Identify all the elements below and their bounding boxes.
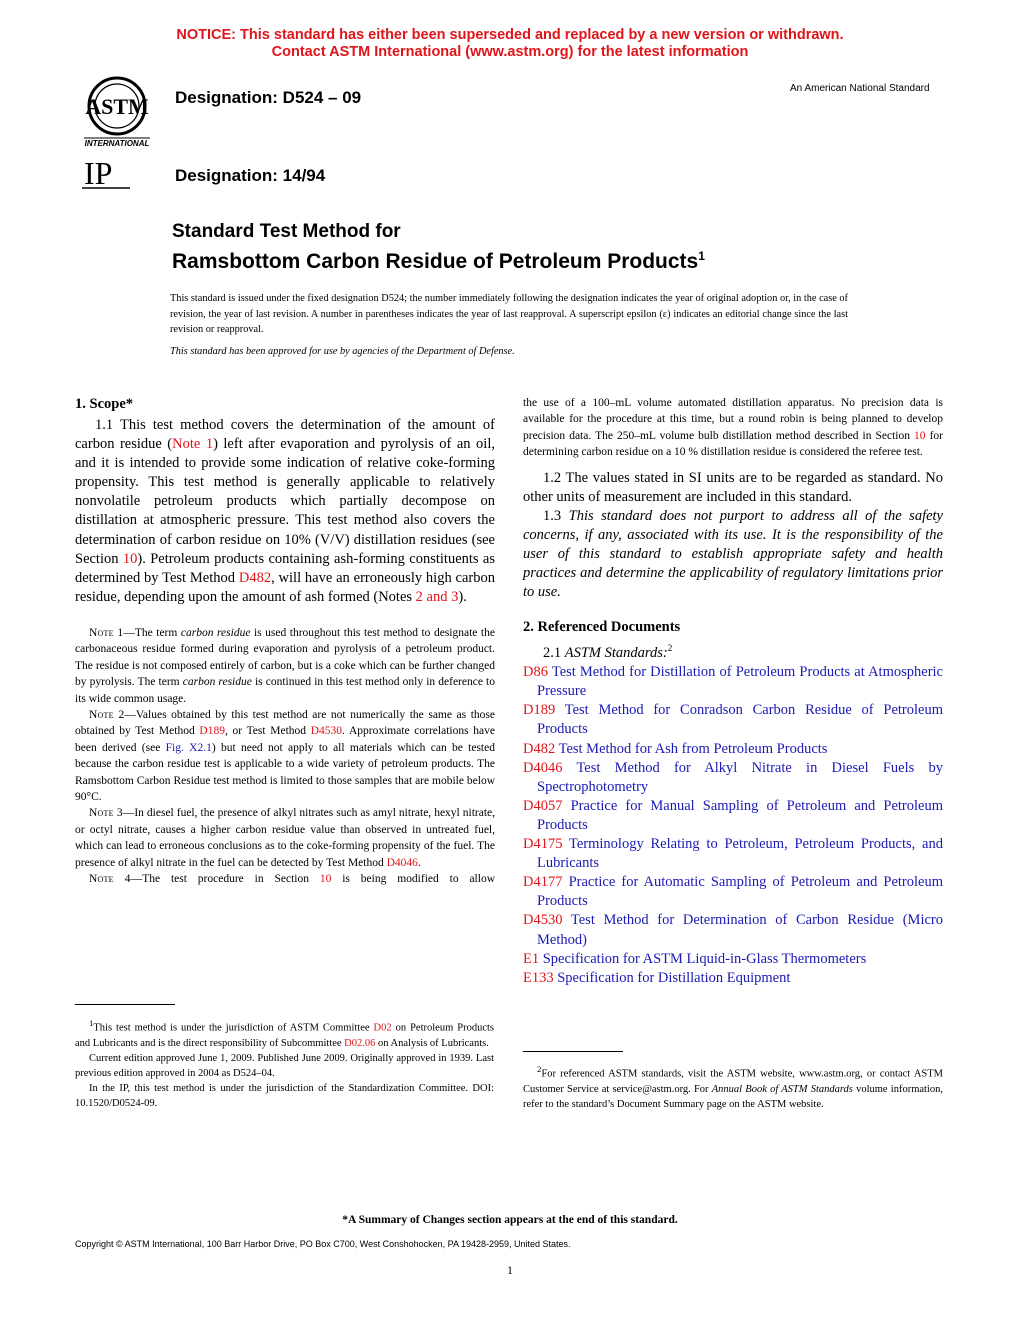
para-text: ).: [458, 588, 467, 605]
ref-title[interactable]: Test Method for Distillation of Petroleum Products at Atmospheric Pressure: [537, 664, 943, 700]
note-label: Note 4: [89, 873, 131, 886]
withdrawal-notice: [0, 27, 1020, 61]
para-text: The values stated in SI units are to be regarded as standard. No other units of measurement are included in this standard.: [523, 469, 943, 505]
footnote-rule: [75, 1004, 175, 1005]
summary-of-changes-note: *A Summary of Changes section appears at the end of this standard.: [342, 1214, 678, 1226]
ref-code[interactable]: E1: [523, 950, 540, 967]
para-number: 1.3: [543, 507, 562, 524]
ip-logo: [80, 156, 136, 190]
note-1-link[interactable]: Note 1: [172, 436, 214, 453]
astm-logo: [74, 76, 160, 148]
footnote-marker: 2: [537, 1064, 542, 1074]
note-text: —In diesel fuel, the presence of alkyl nitrates such as amyl nitrate, hexyl nitrate, or octyl nitrate, causes a higher carbon residue value than observed in untreated fuel, which can lead to erroneous conclusions as to the coke-forming propensity of the fuel. The presence of alkyl nitrate in the fuel can be detected by Test Method: [75, 807, 495, 869]
d4530-link[interactable]: D4530: [310, 725, 343, 738]
footnote-text: For referenced ASTM standards, visit the ASTM website, www.astm.org, or contact ASTM Customer Service at service@astm.org. For: [523, 1068, 943, 1095]
note-label: Note 3: [89, 807, 123, 820]
note-2: [75, 707, 495, 805]
note-text: ) but need not apply to all materials which can be tested because the carbon residue test is applicable to a wide variety of petroleum products. The Ramsbottom Carbon Residue test method is limited to those samples that are mobile below 90°C.: [75, 741, 495, 803]
issued-statement: This standard is issued under the fixed designation D524; the number immediately following the designation indicates the year of original adoption or, in the case of revision, the year of last revision. A number in parentheses indicates the year of last reapproval. A superscript epsilon (ε) indicates an editorial change since the last revision or reapproval.: [170, 293, 848, 335]
copyright: Copyright © ASTM International, 100 Barr Harbor Drive, PO Box C700, West Conshohocken, PA 19428-2959, United States.: [75, 1239, 571, 1249]
note-text: —Values obtained by this test method are not numerically the same as those obtained by Test Method: [75, 708, 495, 738]
note-label: Note 2: [89, 708, 125, 721]
ip-logo-icon: [80, 156, 136, 190]
section-10-link[interactable]: 10: [122, 550, 138, 567]
note-4: [75, 871, 495, 887]
footnote-book-title: Annual Book of ASTM Standards: [711, 1083, 853, 1095]
ref-item-d4177[interactable]: [523, 873, 943, 911]
referenced-documents-list: [523, 663, 943, 988]
ref-code[interactable]: D4530: [523, 912, 563, 929]
note-term: carbon residue: [182, 676, 252, 689]
national-standard-label: An American National Standard: [790, 83, 930, 94]
ref-code[interactable]: D4177: [523, 874, 563, 891]
notes-2-3-link[interactable]: 2 and 3: [415, 588, 459, 605]
note-text: —The test procedure in Section: [130, 873, 320, 886]
para-number: 1.2: [543, 469, 562, 486]
footnote-1-ip: In the IP, this test method is under the jurisdiction of the Standardization Committee. DOI: 10.1520/D0524-09.: [75, 1082, 494, 1109]
ref-code[interactable]: D4175: [523, 836, 563, 853]
ref-title[interactable]: Test Method for Ash from Petroleum Products: [558, 740, 828, 757]
right-column: [523, 395, 943, 988]
note-3: [75, 805, 495, 871]
para-text: ) left after evaporation and pyrolysis of an oil, and it is intended to provide some indication of relative coke-forming propensity. This test method is generally applicable to relatively nonvolatile petroleum products which partially decompose on distillation at atmospheric pressure. This test method also covers the determination of carbon residue on 10% (V/V) distillation residues (see Section: [75, 436, 495, 567]
footnote-1-edition: Current edition approved June 1, 2009. Published June 2009. Originally approved in 1939. Last previous edition approved in 2004 as D524–04.: [75, 1052, 494, 1079]
title-line-1: Standard Test Method for: [172, 221, 401, 242]
astm-logo-subtext: INTERNATIONAL: [84, 139, 150, 148]
d02-06-link[interactable]: D02.06: [344, 1037, 376, 1049]
note-label: Note 1: [89, 626, 124, 639]
d4046-link[interactable]: D4046: [386, 856, 418, 869]
para-text: This standard does not purport to address all of the safety concerns, if any, associated with its use. It is the responsibility of the user of this standard to establish appropriate safety and health practices and determine the applicability of regulatory limitations prior to use.: [523, 507, 943, 601]
astm-standards-subheading: [523, 639, 943, 663]
title-text: Ramsbottom Carbon Residue of Petroleum Products: [172, 250, 699, 273]
ref-code[interactable]: D4057: [523, 797, 563, 814]
referenced-documents-heading: 2. Referenced Documents: [523, 619, 681, 636]
notice-line-2: Contact ASTM International (www.astm.org) for the latest information: [271, 44, 749, 60]
ref-title[interactable]: Terminology Relating to Petroleum, Petroleum Products, and Lubricants: [537, 836, 943, 872]
note-text: —The term: [123, 626, 181, 639]
title-line-2: [172, 244, 705, 274]
d02-link[interactable]: D02: [373, 1022, 392, 1034]
note-text: for determining carbon residue on a 10 % distillation residue is considered the referee test.: [523, 429, 943, 459]
ref-code[interactable]: E133: [523, 969, 554, 986]
footnote-text: on Petroleum Products and Lubricants and is the direct responsibility of Subcommittee: [75, 1022, 494, 1049]
d189-link[interactable]: D189: [199, 725, 225, 738]
ip-designation: Designation: 14/94: [175, 166, 326, 185]
ref-item-d4046[interactable]: [523, 759, 943, 797]
note-text: is being modified to allow: [331, 873, 495, 886]
para-text: ). Petroleum products containing ash-forming constituents as determined by Test Method: [75, 550, 496, 586]
ref-code[interactable]: D4046: [523, 759, 563, 776]
ref-item-d86[interactable]: [523, 663, 943, 701]
dod-statement: This standard has been approved for use by agencies of the Department of Defense.: [170, 346, 515, 357]
ref-title[interactable]: Test Method for Determination of Carbon Residue (Micro Method): [537, 912, 943, 948]
para-number: 1.1: [95, 417, 114, 433]
ref-item-d482[interactable]: [523, 740, 943, 759]
ip-logo-text: IP: [84, 156, 113, 190]
section-10-link[interactable]: 10: [319, 873, 332, 886]
ref-title[interactable]: Practice for Manual Sampling of Petroleum and Petroleum Products: [537, 797, 943, 833]
ref-code[interactable]: D86: [523, 664, 548, 681]
note-text: is used throughout this test method to designate the carbonaceous residue formed during evaporation and pyrolysis of a petroleum product. The residue is not composed entirely of carbon, but is a coke which can be further changed by pyrolysis. The term: [75, 626, 495, 689]
footnote-rule: [523, 1051, 623, 1052]
footnote-marker: 1: [89, 1018, 94, 1028]
astm-designation: Designation: D524 – 09: [175, 88, 362, 107]
note-term: carbon residue: [180, 626, 251, 639]
scope-heading: 1. Scope*: [75, 396, 133, 412]
ref-title[interactable]: Test Method for Alkyl Nitrate in Diesel Fuels by Spectrophotometry: [537, 759, 943, 795]
note-text: .: [417, 856, 421, 869]
ref-title[interactable]: Specification for Distillation Equipment: [557, 969, 791, 986]
footnote-text: volume information, refer to the standard’s Document Summary page on the ASTM website.: [523, 1083, 943, 1110]
note-4-continued: [523, 395, 943, 461]
ref-item-e1[interactable]: [523, 950, 943, 969]
ref-item-d189[interactable]: [523, 701, 943, 739]
subheading-label: ASTM Standards:: [564, 645, 668, 662]
footnote-marker: 2: [667, 643, 673, 654]
scope-para-1-3: [523, 507, 943, 602]
ref-title[interactable]: Specification for ASTM Liquid-in-Glass Thermometers: [542, 950, 867, 967]
ref-title[interactable]: Test Method for Conradson Carbon Residue of Petroleum Products: [537, 702, 943, 738]
scope-para-1-2: [523, 469, 943, 507]
footnote-2: [523, 1062, 943, 1112]
note-text: . Approximate correlations have been derived (see: [75, 725, 495, 754]
section-10-link[interactable]: 10: [914, 429, 926, 442]
ref-code[interactable]: D482: [523, 740, 556, 757]
ref-title[interactable]: Practice for Automatic Sampling of Petroleum and Petroleum Products: [537, 874, 944, 910]
footnote-1: [75, 1016, 494, 1051]
footnote-text: This test method is under the jurisdiction of ASTM Committee: [93, 1022, 374, 1034]
ref-item-d4175[interactable]: [523, 835, 943, 873]
astm-logo-icon: [74, 76, 160, 148]
ref-item-d4057[interactable]: [523, 797, 943, 835]
note-text: is continued in this test method only in deference to its wide common usage.: [75, 676, 496, 705]
ref-item-e133[interactable]: [523, 969, 943, 988]
ref-item-d4530[interactable]: [523, 911, 943, 949]
para-text: This test method covers the determination of the amount of carbon residue (: [75, 417, 495, 453]
footnotes-right: [523, 1062, 943, 1112]
d482-link[interactable]: D482: [238, 569, 272, 586]
ref-code[interactable]: D189: [523, 702, 556, 719]
para-text: , will have an erroneously high carbon residue, depending upon the amount of ash formed (Notes: [75, 569, 495, 605]
page-number: 1: [507, 1263, 513, 1277]
footnote-text: on Analysis of Lubricants.: [375, 1037, 489, 1049]
note-text: the use of a 100–mL volume automated distillation apparatus. No precision data is available for the procedure at this time, but a round robin is being planned to develop precision data. The 250–mL volume bulb distillation method described in Section: [523, 397, 943, 442]
fig-x2-1-link[interactable]: Fig. X2.1: [165, 741, 212, 754]
left-column: [75, 396, 495, 887]
para-number: 2.1: [543, 645, 562, 662]
document-title: [172, 220, 705, 274]
title-footnote-marker: 1: [698, 249, 705, 263]
note-text: , or Test Method: [224, 725, 311, 738]
footnotes-left: [75, 1016, 494, 1111]
astm-logo-text: ASTM: [85, 94, 149, 119]
notice-line-1: NOTICE: This standard has either been superseded and replaced by a new version or withdrawn.: [176, 27, 844, 43]
note-1: [75, 625, 495, 707]
scope-para-1-1: [75, 416, 495, 607]
